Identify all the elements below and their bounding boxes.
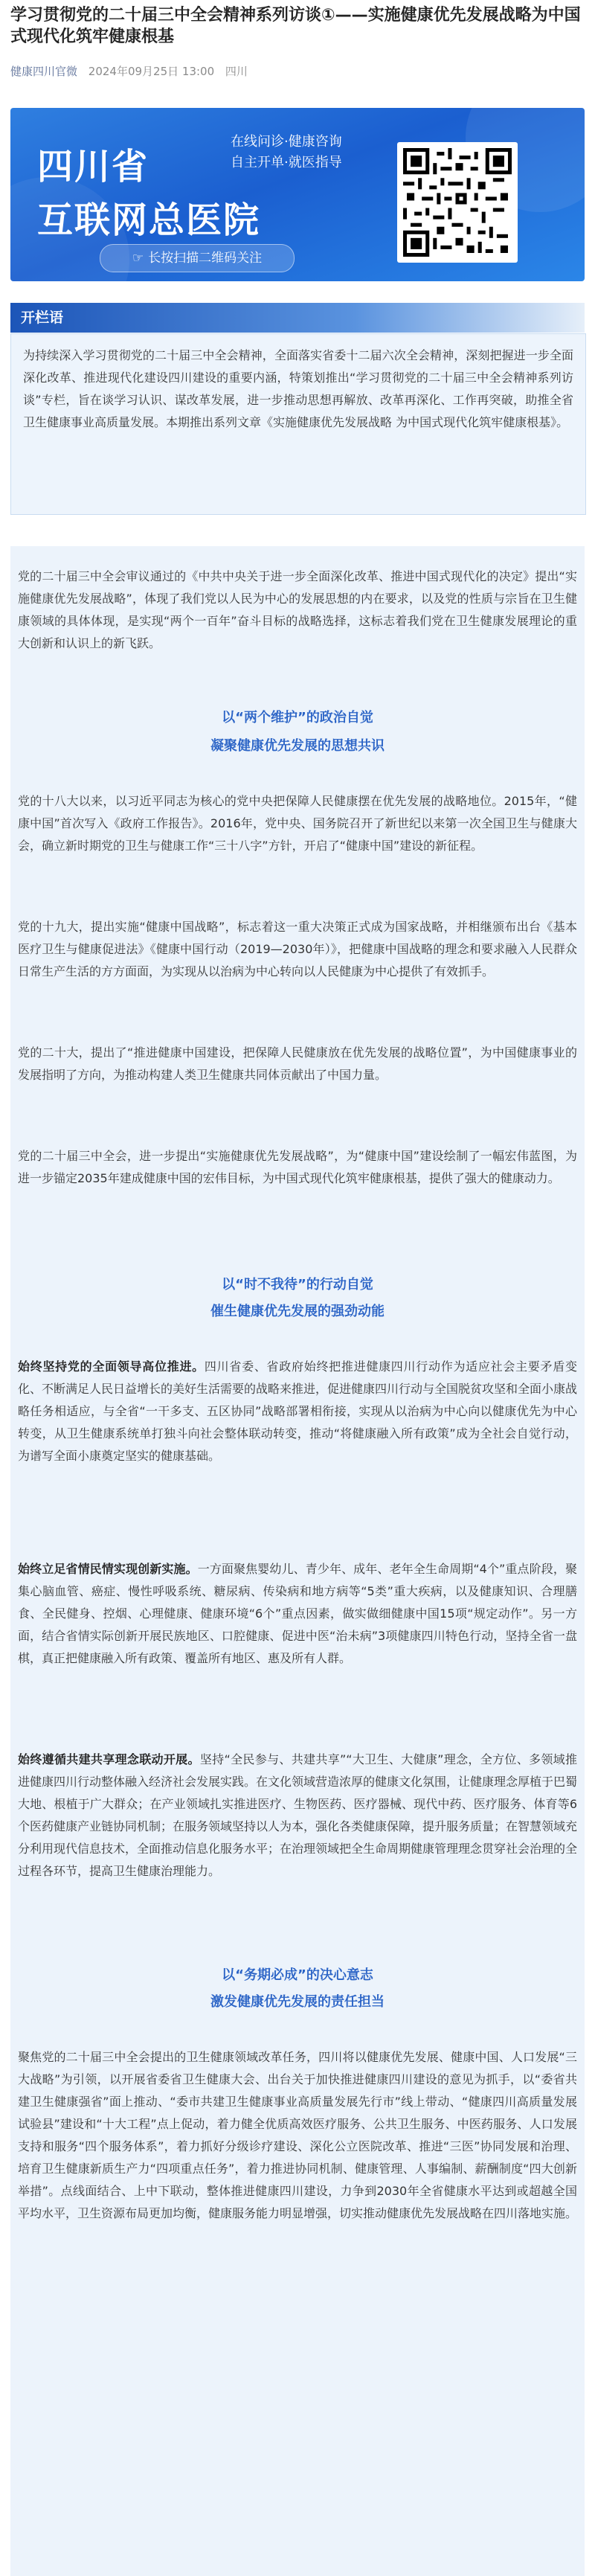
article-title: 学习贯彻党的二十届三中全会精神系列访谈①——实施健康优先发展战略为中国式现代化筑牢健康根基 [10,6,581,46]
section-subtitle-2: 催生健康优先发展的强劲动能 [210,1304,385,1319]
section-subtitle-1: 凝聚健康优先发展的思想共识 [210,738,385,754]
section-title-2: 以“时不我待”的行动自觉 [222,1277,373,1292]
qr-code[interactable] [397,142,518,263]
paragraph: 党的十八大以来，以习近平同志为核心的党中央把保障人民健康摆在优先发展的战略地位。2015年，“健康中国”首次写入《政府工作报告》。2016年，党中央、国务院召开了新世纪以来第一次全国卫生与健康大会，确立新时期党的卫生与健康工作“三十八字”方针，开启了“健康中国”建设的新征程。 [18,794,577,853]
paragraph: 党的二十届三中全会审议通过的《中共中央关于进一步全面深化改革、推进中国式现代化的决定》提出“实施健康优先发展战略”，体现了我们党以人民为中心的发展思想的内在要求，以及党的性质与宗旨在卫生健康领域的具体体现，是实现“两个一百年”奋斗目标的战略选择，这标志着我们党在卫生健康发展理论的重大创新和认识上的新飞跃。 [18,569,577,650]
paragraph-lead: 始终遵循共建共享理念联动开展。 [18,1752,200,1766]
banner-title-line2: 互联网总医院 [37,199,261,241]
publish-date: 2024年09月25日 13:00 [88,65,215,78]
paragraph-body: 一方面聚焦婴幼儿、青少年、成年、老年全生命周期“4个”重点阶段，聚集心脑血管、癌症、慢性呼吸系统、糖尿病、传染病和地方病等“5类”重大疾病，以及健康知识、合理膳食、全民健身、控烟、心理健康、健康环境“6个”重点因素，做实做细健康中国15项“规定动作”。另一方面，结合省情实际创新开展民族地区、口腔健康、促进中医“治未病”3项健康四川特色行动，坚持全省一盘棋，真正把健康融入所有政策、覆盖所有地区、惠及所有人群。 [18,1562,577,1665]
paragraph-lead: 始终立足省情民情实现创新实施。 [18,1562,198,1576]
scan-qr-pill [100,244,295,272]
intro-text: 为持续深入学习贯彻党的二十届三中全会精神，全面落实省委十二届六次全会精神，深刻把握进一步全面深化改革、推进现代化建设四川建设的重要内涵，特策划推出“学习贯彻党的二十届三中全会精神系列访谈”专栏，旨在谈学习认识、谋改革发展，进一步推动思想再解放、改革再深化、工作再突破，助推全省卫生健康事业高质量发展。本期推出系列文章《实施健康优先发展战略 为中国式现代化筑牢健康根基》。 [10,333,586,515]
paragraph [10,1749,585,1883]
article-meta [10,64,585,79]
paragraph [10,1356,585,1467]
banner-tag-2: 自主开单·就医指导 [231,155,342,170]
banner-title-line1: 四川省 [37,146,149,188]
hospital-banner[interactable] [10,108,585,281]
paragraph-lead: 始终坚持党的全面领导高位推进。 [18,1359,205,1374]
banner-tag-1: 在线问诊·健康咨询 [231,134,342,150]
section-title-3: 以“务期必成”的决心意志 [222,1967,373,1983]
intro-label: 开栏语 [21,310,64,326]
section-title-1: 以“两个维护”的政治自觉 [222,710,373,725]
paragraph: 聚焦党的二十届三中全会提出的卫生健康领域改革任务，四川将以健康优先发展、健康中国、人口发展“三大战略”为引领，以开展省委省卫生健康大会、出台关于加快推进健康四川建设的意见为抓手，以“委省共建卫生健康强省”面上推动、“委市共建卫生健康事业高质量发展先行市”线上带动、“健康四川高质量发展试验县”建设和“十大工程”点上促动，着力健全优质高效医疗服务、公共卫生服务、中医药服务、人口发展支持和服务“四个服务体系”，着力抓好分级诊疗建设、深化公立医院改革、推进“三医”协同发展和治理、培育卫生健康新质生产力“四项重点任务”，着力推进协同机制、健康管理、人事编制、薪酬制度“四大创新举措”。点线面结合、上中下联动，整体推进健康四川建设，力争到2030年全省健康水平达到或超越全国平均水平，卫生资源布局更加均衡，健康服务能力明显增强，切实推动健康优先发展战略在四川落地实施。 [18,2050,578,2220]
article-header [0,0,595,79]
intro-header [10,303,585,333]
qr-code-icon [403,148,512,257]
paragraph-body: 四川省委、省政府始终把推进健康四川行动作为适应社会主要矛盾变化、不断满足人民日益增长的美好生活需要的战略来推进，促进健康四川行动与全国脱贫攻坚和全面小康战略任务相适应，与全省“一干多支、五区协同”战略部署相衔接，实现从以治病为中心向以健康优先为中心转变，从卫生健康系统单打独斗向社会整体联动转变，推动“将健康融入所有政策”成为全社会自觉行动，为谱写全面小康奠定坚实的健康基础。 [18,1359,578,1463]
banner-tags [231,132,348,184]
author-link[interactable]: 健康四川官微 [10,65,78,78]
paragraph-body: 坚持“全民参与、共建共享”“大卫生、大健康”理念，全方位、多领域推进健康四川行动整体融入经济社会发展实践。在文化领域营造浓厚的健康文化氛围，让健康理念厚植于巴蜀大地、根植于广大群众；在产业领域扎实推进医疗、生物医药、医疗器械、现代中药、医疗服务、体育等6个医药健康产业链协同机制；在服务领域坚持以人为本，强化各类健康保障，提升服务质量；在智慧领域充分利用现代信息技术，全面推动信息化服务水平；在治理领域把全生命周期健康管理理念贯穿社会治理的全过程各环节，提高卫生健康治理能力。 [18,1752,578,1878]
article-body [10,546,585,2576]
publish-location: 四川 [225,65,248,78]
paragraph: 党的二十大，提出了“推进健康中国建设，把保障人民健康放在优先发展的战略位置”，为中国健康事业的发展指明了方向，为推动构建人类卫生健康共同体贡献出了中国力量。 [18,1045,577,1082]
paragraph: 党的十九大，提出实施“健康中国战略”，标志着这一重大决策正式成为国家战略，并相继颁布出台《基本医疗卫生与健康促进法》《健康中国行动（2019—2030年）》，把健康中国战略的理念和要求融入人民群众日常生产生活的方方面面，为实现从以治病为中心转向以人民健康为中心提供了有效抓手。 [18,920,577,978]
paragraph: 党的二十届三中全会，进一步提出“实施健康优先发展战略”，为“健康中国”建设绘制了一幅宏伟蓝图，为进一步锚定2035年建成健康中国的宏伟目标，为中国式现代化筑牢健康根基，提供了强大的健康动力。 [18,1149,577,1185]
paragraph [10,1558,585,1670]
scan-qr-label: 长按扫描二维码关注 [148,251,263,266]
section-subtitle-3: 激发健康优先发展的责任担当 [210,1994,385,2010]
hand-pointer-icon: ☞ [132,251,144,266]
